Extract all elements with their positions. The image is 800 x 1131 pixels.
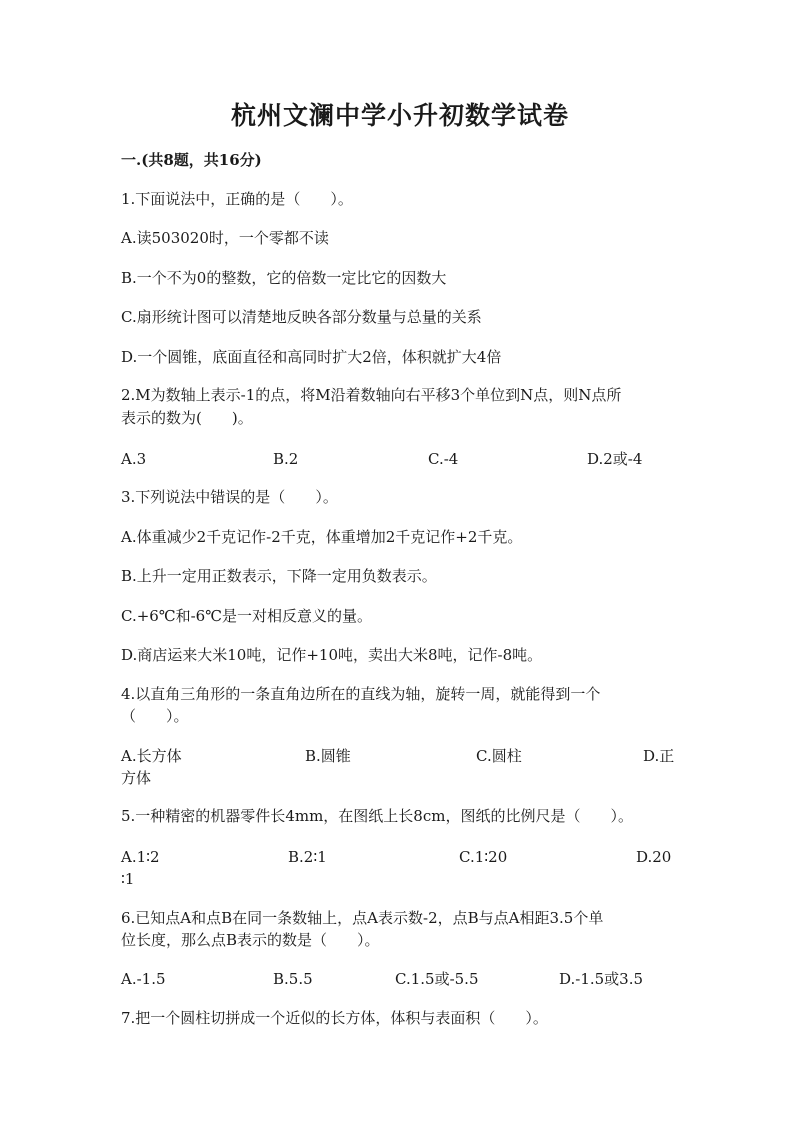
question-5-option-b: B.2∶1 bbox=[288, 848, 327, 866]
question-1-option-c: C.扇形统计图可以清楚地反映各部分数量与总量的关系 bbox=[121, 308, 482, 326]
question-2-stem-line2: 表示的数为( )。 bbox=[121, 409, 253, 427]
question-5-option-a: A.1∶2 bbox=[121, 848, 160, 866]
question-5-option-d: D.20 bbox=[636, 848, 672, 866]
question-1-option-d: D.一个圆锥，底面直径和高同时扩大2倍，体积就扩大4倍 bbox=[121, 348, 502, 366]
question-6-option-a: A.-1.5 bbox=[121, 970, 166, 988]
question-4-option-b: B.圆锥 bbox=[305, 747, 351, 765]
question-3-option-d: D.商店运来大米10吨，记作+10吨，卖出大米8吨，记作-8吨。 bbox=[121, 646, 543, 664]
question-2-option-d: D.2或-4 bbox=[587, 450, 643, 468]
question-4-option-d: D.正 bbox=[643, 747, 675, 765]
question-3-option-c: C.+6℃和-6℃是一对相反意义的量。 bbox=[121, 607, 372, 625]
question-5-stem: 5.一种精密的机器零件长4mm，在图纸上长8cm，图纸的比例尺是（ ）。 bbox=[121, 807, 633, 825]
question-4-options bbox=[121, 745, 681, 791]
question-2-stem-line1: 2.M为数轴上表示-1的点，将M沿着数轴向右平移3个单位到N点，则N点所 bbox=[121, 386, 622, 404]
question-4-stem-line1: 4.以直角三角形的一条直角边所在的直线为轴，旋转一周，就能得到一个 bbox=[121, 685, 601, 703]
section-heading: 一.(共8题，共16分) bbox=[121, 151, 262, 169]
question-1-stem: 1.下面说法中，正确的是（ ）。 bbox=[121, 190, 353, 208]
question-2-option-a: A.3 bbox=[121, 450, 147, 468]
question-4-option-a: A.长方体 bbox=[121, 747, 182, 765]
question-6-option-d: D.-1.5或3.5 bbox=[559, 970, 644, 988]
question-7-stem: 7.把一个圆柱切拼成一个近似的长方体，体积与表面积（ ）。 bbox=[121, 1009, 548, 1027]
question-2-option-c: C.-4 bbox=[428, 450, 459, 468]
question-4-option-d-wrap: 方体 bbox=[121, 769, 152, 787]
question-6-stem-line2: 位长度，那么点B表示的数是（ ）。 bbox=[121, 931, 380, 949]
question-4-option-c: C.圆柱 bbox=[476, 747, 522, 765]
question-4-stem-line2: （ ）。 bbox=[121, 707, 189, 725]
question-3-stem: 3.下列说法中错误的是（ ）。 bbox=[121, 488, 338, 506]
question-6-stem-line1: 6.已知点A和点B在同一条数轴上，点A表示数-2，点B与点A相距3.5个单 bbox=[121, 909, 604, 927]
page-title: 杭州文澜中学小升初数学试卷 bbox=[230, 101, 569, 130]
question-3-option-b: B.上升一定用正数表示，下降一定用负数表示。 bbox=[121, 567, 437, 585]
question-6-option-c: C.1.5或-5.5 bbox=[395, 970, 479, 988]
question-1-option-a: A.读503020时，一个零都不读 bbox=[121, 229, 329, 247]
question-5-option-c: C.1∶20 bbox=[459, 848, 508, 866]
question-3-option-a: A.体重减少2千克记作-2千克，体重增加2千克记作+2千克。 bbox=[121, 528, 523, 546]
question-2-option-b: B.2 bbox=[273, 450, 299, 468]
question-5-options bbox=[121, 846, 681, 892]
question-6-option-b: B.5.5 bbox=[273, 970, 313, 988]
question-5-option-d-wrap: ∶1 bbox=[121, 870, 135, 888]
question-1-option-b: B.一个不为0的整数，它的倍数一定比它的因数大 bbox=[121, 269, 447, 287]
